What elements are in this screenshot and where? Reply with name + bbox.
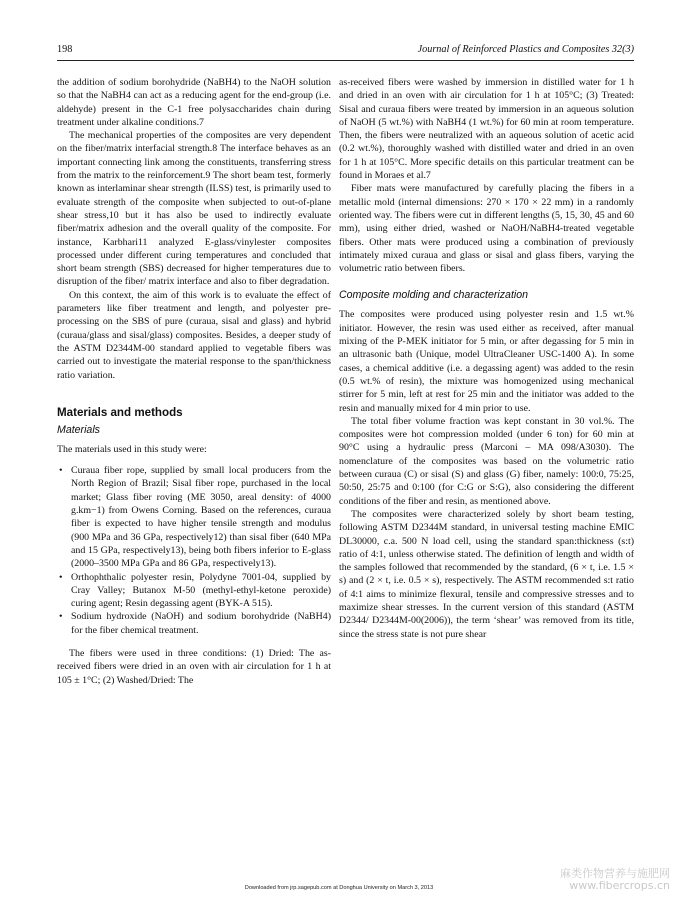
paragraph: The composites were characterized solely by short beam testing, following ASTM D2344M standard, in universal testing machine EMIC DL30000, c.a. 500 N load cell, using the standard span:thickness (s:t) ratio of 4:1, unless otherwise stated. The definition of length and width of the samples followed that recommended by the standard, (6 × t, i.e. 1.5 × s) and (2 × t, i.e. 0.5 × s), respectively. The ASTM recommended s:t ratio of 4:1 aims to minimize flexural, tensile and compressive stresses and to maximize shear stresses. In the current version of this standard (ASTM D2344/ D2344M-00(2006)), the term ‘shear’ was removed from its title, since the stress state is not pure shear bbox=[339, 508, 634, 640]
download-footer: Downloaded from jrp.sagepub.com at Donghua University on March 3, 2013 bbox=[244, 885, 434, 891]
list-item: • Curaua fiber rope, supplied by small local producers from the North Region of Brazil; Sisal fiber rope, purchased in the local market; Glass fiber roving (ME 3050, areal density: of 4000 g.km−1) from Owens Corning. Based on the references, curaua fiber is expected to have higher tensile strength and modulus (900 MPa and 36 GPa, respectively12) than sisal fiber (640 MPa and 15 GPa, respectively13), being both fibers inferior to E-glass (2000–3500 MPa GPa and 86 GPa, respectively13). bbox=[57, 464, 331, 570]
list-item: • Sodium hydroxide (NaOH) and sodium borohydride (NaBH4) for the fiber chemical treatment. bbox=[57, 610, 331, 637]
paragraph: as-received fibers were washed by immersion in distilled water for 1 h and dried in an oven with air circulation for 1 h at 105°C; (3) Treated: Sisal and curaua fibers were treated by immersion in an aqueous solution of NaOH (5 wt.%) with NaBH4 (1 wt.%) for 60 min at room temperature. Then, the fibers were neutralized with an aqueous solution of acetic acid (0.2 wt.%), thoroughly washed with distilled water and dried in an oven for 1 h at 105°C. More specific details on this particular treatment can be found in Moraes et al.7 bbox=[339, 77, 634, 182]
paragraph: The total fiber volume fraction was kept constant in 30 vol.%. The composites were hot compression molded (under 6 ton) for 60 min at 90°C using a hydraulic press (Marconi – MA 098/A3030). The nomenclature of the composites was based on the volumetric ratio between curaua (C) or sisal (S) and glass (G) fiber, namely: 100:0, 75:25, 50:50, 25:75 and 0:100 (for C:G or S:G), also considering the different conditions of the fiber and resin, as mentioned above. bbox=[339, 415, 634, 507]
section-heading: Materials and methods bbox=[57, 405, 183, 419]
paragraph: The composites were produced using polyester resin and 1.5 wt.% initiator. However, the resin was used either as received, after manual mixing of the P-MEK initiator for 5 min, or after degassing for 5 min in an ultrasonic bath (Unique, model UltraCleaner USC-1400 A). In some cases, a chemical additive (i.e. a degassing agent) was added to the resin (0.5 wt.% of resin), the mixture was homogenized using mechanical stirrer for 5 min, left at rest for 25 min and the initiator was added to the resin and manually mixed for 4 min prior to use. bbox=[339, 309, 634, 414]
watermark-line: www.fibercrops.cn bbox=[569, 879, 670, 892]
materials-list bbox=[57, 464, 331, 637]
watermark bbox=[560, 868, 670, 892]
running-header bbox=[57, 44, 634, 61]
list-item: • Orthophthalic polyester resin, Polydyne 7001-04, supplied by Cray Valley; Butanox M-50 (methyl-ethyl-ketone peroxide) curing agent; Resin degassing agent (BYK-A 515). bbox=[57, 571, 331, 611]
paragraph: The materials used in this study were: bbox=[57, 443, 207, 455]
right-column bbox=[339, 76, 634, 641]
journal-title: Journal of Reinforced Plastics and Composites 32(3) bbox=[417, 44, 634, 55]
paragraph: Fiber mats were manufactured by carefully placing the fibers in a metallic mold (internal dimensions: 270 × 170 × 22 mm) in a randomly oriented way. The fibers were cut in different lengths (5, 15, 30, 45 and 60 mm), using either dried, washed or NaOH/NaBH4-treated vegetable fibers. Other mats were produced using a combination of previously intimately mixed curaua and glass or sisal and glass fibers, varying the volumetric ratio between fibers. bbox=[339, 183, 634, 275]
subsection-heading: Materials bbox=[57, 423, 100, 436]
paragraph: On this context, the aim of this work is to evaluate the effect of parameters like fiber treatment and length, and polyester pre-processing on the SBS of pure (curaua, sisal and glass) and hybrid (curaua/glass and sisal/glass) composites. Besides, a deeper study of the ASTM D2344M-00 standard applied to vegetable fibers was carried out to investigate the material response to the span/thickness ratio variation. bbox=[57, 289, 331, 381]
page-number: 198 bbox=[57, 44, 73, 55]
watermark-line: 麻类作物营养与施肥网 bbox=[560, 867, 670, 880]
paragraph: The mechanical properties of the composites are very dependent on the fiber/matrix interfacial strength.8 The interface behaves as an important connecting link among the constituents, transferring stress from the matrix to the reinforcement.9 The short beam test, formerly known as interlaminar shear strength (ILSS) test, is primarily used to evaluate strength of the composite when subjected to out-of-plane shear stress,10 but it has also be used to indirectly evaluate fiber/matrix adhesion and the overall quality of the composite. For instance, Karbhari11 analyzed E-glass/vinylester composites processed under different curing temperatures and concluded that short beam strength (SBS) decreased for higher temperatures due to disruption of the fiber/ matrix interface and also to fiber degradation. bbox=[57, 130, 331, 288]
paragraph: the addition of sodium borohydride (NaBH4) to the NaOH solution so that the NaBH4 can act as a reducing agent for the end-group (i.e. aldehyde) present in the C-1 free polysaccharides chain during treatment under alkaline conditions.7 bbox=[57, 77, 331, 128]
paragraph: The fibers were used in three conditions: (1) Dried: The as-received fibers were dried in an oven with air circulation for 1 h at 105 ± 1°C; (2) Washed/Dried: The bbox=[57, 647, 331, 686]
left-column bbox=[57, 76, 331, 687]
subsection-heading: Composite molding and characterization bbox=[339, 289, 529, 302]
